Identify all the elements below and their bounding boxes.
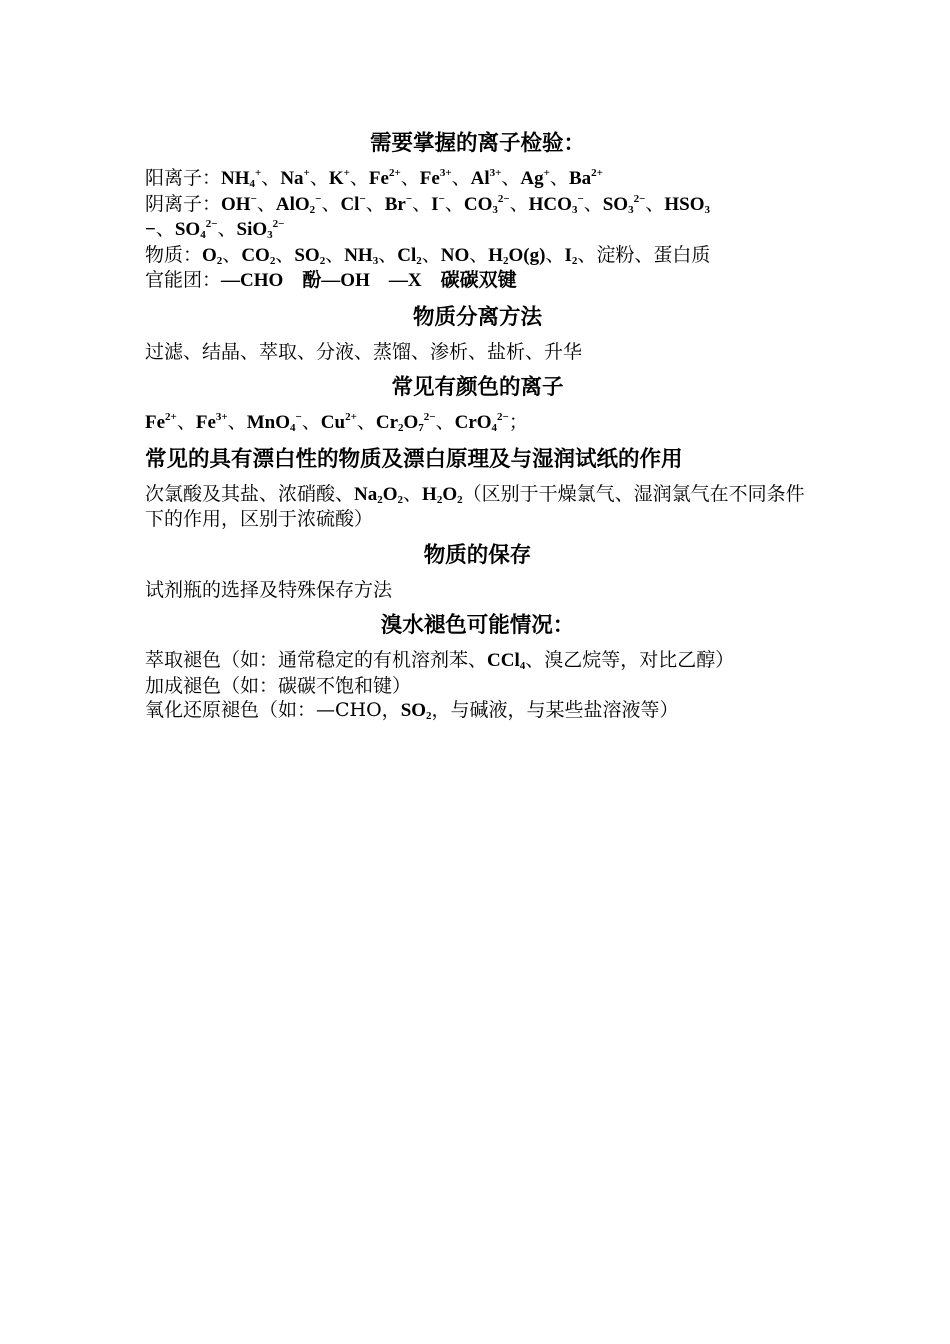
document-page [145,128,810,724]
functional-group-line [145,268,810,294]
substance-line: 物质：$O_2$、$CO_2$、$SO_2$、$NH_3$、$Cl_2$、NO、$H_2O(g)$、$I_2$、淀粉、蛋白质 [145,243,711,267]
storage-text: 试剂瓶的选择及特殊保存方法 [145,578,393,601]
bromine-water-title: 溴水褪色可能情况： [380,613,575,638]
cation-line: 阳离子：$NH_4^+$、Na+、K+、$Fe^{2+}$、$Fe^{3+}$、$Al^{3+}$、Ag+、$Ba^{2+}$ [145,167,603,190]
bromine-line-redox: 氧化还原褪色（如：—CHO，$SO_2$，与碱液，与某些盐溶液等） [145,699,679,722]
functional-label: 官能团： [145,269,222,291]
separation-methods: 过滤、结晶、萃取、分液、蒸馏、渗析、盐析、升华 [145,340,583,363]
functional-groups: —CHO 酚—OH —X 碳碳双键 [221,270,517,291]
bleaching-title: 常见的具有漂白性的物质及漂白原理及与湿润试纸的作用 [145,446,683,472]
colored-ions-title: 常见有颜色的离子 [391,375,564,400]
anion-label: 阴离子： [145,192,222,215]
anion-line: 阴离子：OH−、AlO$_2$−、Cl−、Br−、I−、$CO_3^{2-}$、$HCO_3^-$、$SO_3^{2-}$、$HSO_3$ −、$SO_4^{2-}$、SiO$_3^{2-}$ [145,192,711,241]
colored-ions-line: $Fe^{2+}$、$Fe^{3+}$、MnO$_4$−、$Cu^{2+}$、$Cr_2O_7^{2-}$、CrO$_4^{2-}$； [145,411,528,434]
storage-title: 物质的保存 [423,542,532,568]
ion-test-title: 需要掌握的离子检验： [369,131,585,156]
bromine-line-extraction: 萃取褪色（如：通常稳定的有机溶剂苯、CCl$_4$、溴乙烷等，对比乙醇） [145,649,735,672]
substance-label: 物质： [145,243,203,266]
separation-title: 物质分离方法 [412,304,542,330]
bleaching-text: 次氯酸及其盐、浓硝酸、$Na_2O_2$、$H_2O_2$（区别于干燥氯气、湿润氯气在不同条件下的作用，区别于浓硫酸） [145,482,805,530]
bromine-line-addition: 加成褪色（如：碳碳不饱和键） [145,674,412,697]
cation-label: 阳离子： [145,167,222,189]
